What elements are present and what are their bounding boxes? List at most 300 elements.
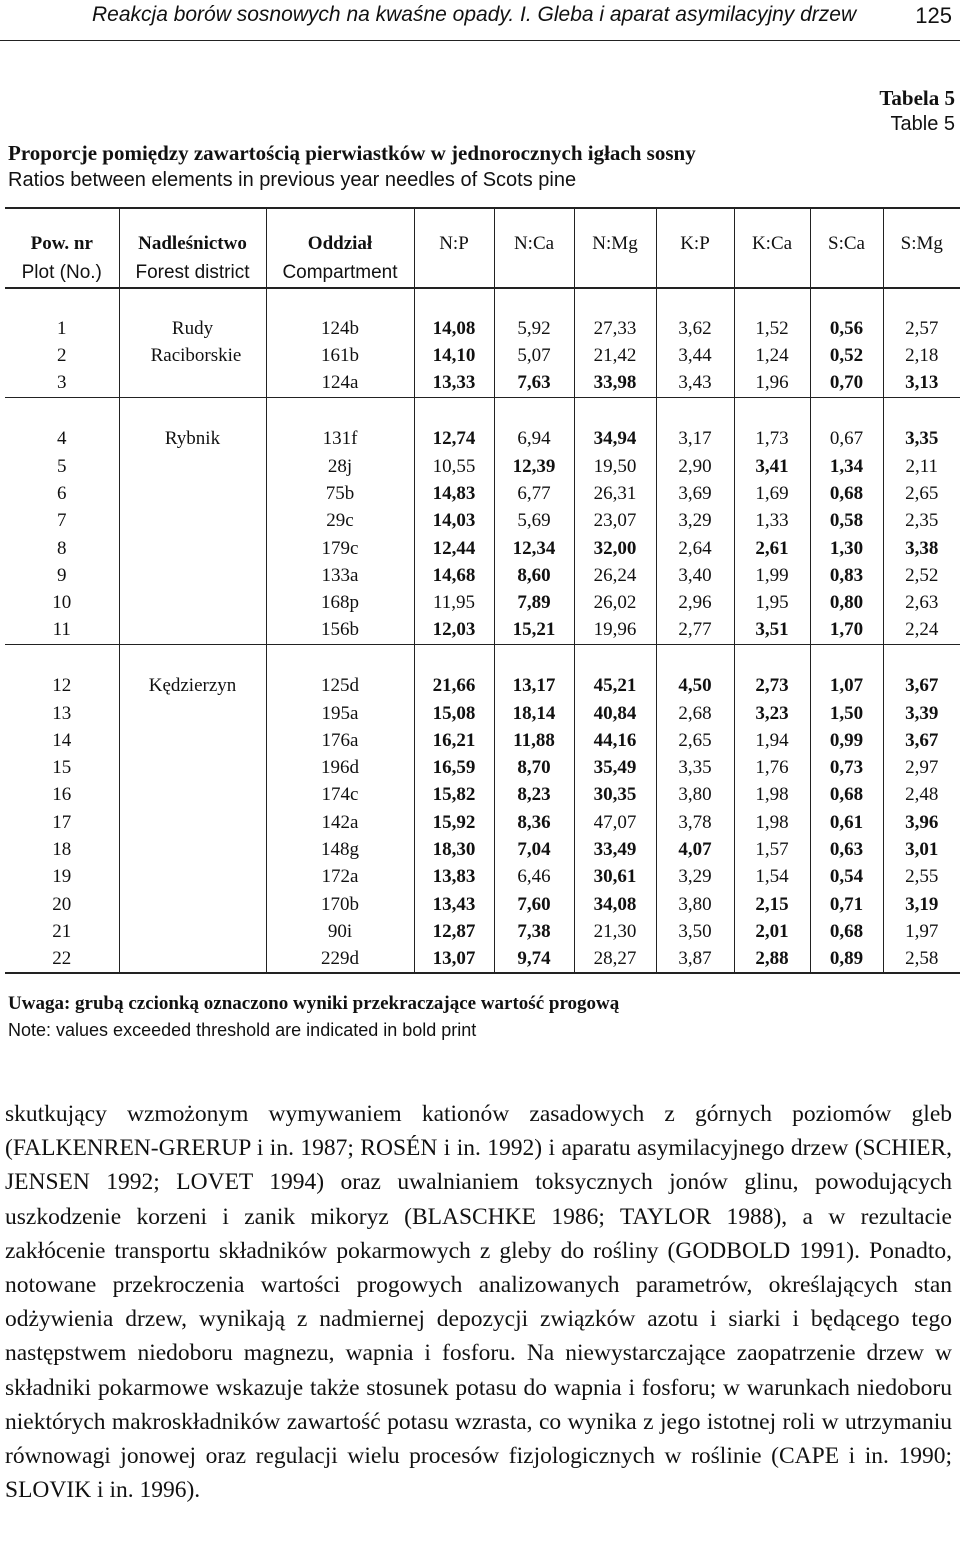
ratio-cell-n-mg: 19,96 [574, 617, 656, 644]
plot-number-cell: 18 [52, 838, 72, 860]
ratio-cell-s-mg: 3,35 [883, 426, 960, 453]
plot-number-cell: 4 [57, 428, 67, 450]
ratio-cell-k-p: 3,44 [656, 343, 734, 370]
spacer-cell [734, 397, 810, 426]
ratio-cell-n-p: 21,66 [414, 673, 494, 700]
plot-number-cell: 20 [52, 893, 72, 915]
district-cell [119, 453, 266, 480]
plot-number-cell: 5 [57, 455, 67, 477]
col-s-ca: S:Ca [810, 208, 883, 288]
ratio-cell-k-ca: 1,57 [734, 836, 810, 863]
district-cell [119, 836, 266, 863]
ratio-cell-n-ca: 7,38 [494, 918, 574, 945]
ratio-cell-n-ca: 6,46 [494, 864, 574, 891]
ratio-cell-n-ca: 8,23 [494, 782, 574, 809]
table-row [5, 809, 960, 836]
plot-number-cell: 19 [52, 866, 72, 888]
ratio-cell-k-ca: 1,99 [734, 562, 810, 589]
ratio-cell-s-ca: 1,70 [810, 617, 883, 644]
ratio-cell-s-mg: 2,18 [883, 343, 960, 370]
ratio-cell-n-ca: 8,36 [494, 809, 574, 836]
ratio-cell-k-ca: 2,88 [734, 946, 810, 973]
ratio-cell-s-mg: 2,24 [883, 617, 960, 644]
col-compartment [266, 208, 414, 288]
ratio-cell-n-p: 14,68 [414, 562, 494, 589]
compartment-cell: 142a [266, 809, 414, 836]
ratio-cell-s-ca: 0,71 [810, 891, 883, 918]
ratio-cell-n-mg: 47,07 [574, 809, 656, 836]
col-plot-pl: Pow. nr [30, 233, 93, 254]
plot-number-cell: 7 [57, 510, 67, 532]
district-cell [119, 891, 266, 918]
compartment-cell: 131f [266, 426, 414, 453]
district-cell: Kędzierzyn [119, 673, 266, 700]
ratio-cell-n-ca: 12,34 [494, 535, 574, 562]
ratio-cell-n-mg: 21,42 [574, 343, 656, 370]
plot-number-cell: 21 [52, 920, 72, 942]
ratio-cell-s-mg: 3,38 [883, 535, 960, 562]
ratio-cell-s-ca: 0,83 [810, 562, 883, 589]
district-cell [119, 617, 266, 644]
ratio-cell-n-ca: 12,39 [494, 453, 574, 480]
ratio-cell-n-p: 18,30 [414, 836, 494, 863]
spacer-cell [5, 397, 119, 426]
table-row [5, 864, 960, 891]
table-note-en: Note: values exceeded threshold are indicated in bold print [8, 1020, 477, 1040]
plot-number-cell: 10 [52, 592, 72, 614]
district-cell: Raciborskie [119, 343, 266, 370]
compartment-cell: 90i [266, 918, 414, 945]
ratio-cell-s-ca: 1,34 [810, 453, 883, 480]
table-body [5, 288, 960, 973]
plot-number-cell: 12 [52, 675, 72, 697]
compartment-cell: 124a [266, 370, 414, 397]
ratio-cell-s-ca: 0,70 [810, 370, 883, 397]
compartment-cell: 229d [266, 946, 414, 973]
district-cell: Rybnik [119, 426, 266, 453]
ratio-cell-n-mg: 30,35 [574, 782, 656, 809]
compartment-cell: 29c [266, 508, 414, 535]
ratio-cell-k-ca: 2,15 [734, 891, 810, 918]
spacer-cell [5, 644, 119, 673]
ratio-cell-s-ca: 0,68 [810, 480, 883, 507]
ratio-cell-k-ca: 1,94 [734, 727, 810, 754]
ratio-cell-k-ca: 3,23 [734, 700, 810, 727]
compartment-cell: 124b [266, 315, 414, 342]
ratio-cell-n-ca: 11,88 [494, 727, 574, 754]
spacer-cell [883, 288, 960, 315]
district-cell: Rudy [119, 315, 266, 342]
spacer-cell [119, 644, 266, 673]
table-row [5, 589, 960, 616]
ratio-cell-n-p: 15,82 [414, 782, 494, 809]
ratio-cell-n-mg: 35,49 [574, 754, 656, 781]
ratio-cell-n-mg: 40,84 [574, 700, 656, 727]
col-compartment-en: Compartment [282, 262, 398, 283]
compartment-cell: 156b [266, 617, 414, 644]
ratio-cell-n-ca: 8,60 [494, 562, 574, 589]
ratio-cell-k-p: 2,64 [656, 535, 734, 562]
ratio-cell-k-ca: 1,52 [734, 315, 810, 342]
ratio-cell-s-mg: 3,01 [883, 836, 960, 863]
spacer-cell [574, 397, 656, 426]
ratio-cell-n-ca: 7,04 [494, 836, 574, 863]
ratio-cell-s-mg: 2,63 [883, 589, 960, 616]
table-label [879, 85, 955, 137]
ratio-cell-n-ca: 7,60 [494, 891, 574, 918]
ratio-cell-s-ca: 0,73 [810, 754, 883, 781]
ratio-cell-n-mg: 28,27 [574, 946, 656, 973]
table-row [5, 700, 960, 727]
ratio-cell-n-mg: 32,00 [574, 535, 656, 562]
plot-number-cell: 22 [5, 946, 119, 973]
ratio-cell-s-mg: 2,52 [883, 562, 960, 589]
ratio-cell-s-ca: 0,68 [810, 918, 883, 945]
district-cell [119, 864, 266, 891]
ratio-cell-n-mg: 34,94 [574, 426, 656, 453]
ratio-cell-k-p: 4,50 [656, 673, 734, 700]
ratio-cell-n-p: 12,03 [414, 617, 494, 644]
plot-number-cell: 14 [52, 729, 72, 751]
compartment-cell: 161b [266, 343, 414, 370]
ratio-cell-k-p: 3,80 [656, 891, 734, 918]
ratio-cell-k-ca: 3,41 [734, 453, 810, 480]
table-title-en: Ratios between elements in previous year needles of Scots pine [8, 169, 577, 191]
table-row [5, 918, 960, 945]
ratio-cell-k-p: 3,17 [656, 426, 734, 453]
compartment-cell: 148g [266, 836, 414, 863]
page-number: 125 [915, 3, 952, 28]
plot-number-cell: 16 [52, 784, 72, 806]
spacer-cell [414, 397, 494, 426]
ratio-cell-s-ca: 0,54 [810, 864, 883, 891]
ratio-cell-n-mg: 44,16 [574, 727, 656, 754]
ratio-cell-k-p: 3,87 [656, 946, 734, 973]
ratio-cell-s-mg: 3,19 [883, 891, 960, 918]
spacer-row [5, 397, 960, 426]
ratio-cell-s-ca: 0,80 [810, 589, 883, 616]
ratio-cell-s-mg: 3,13 [883, 370, 960, 397]
spacer-cell [883, 644, 960, 673]
ratios-table [5, 207, 960, 974]
plot-number-cell: 1 [57, 317, 67, 339]
ratio-cell-n-p: 13,83 [414, 864, 494, 891]
ratio-cell-k-ca: 3,51 [734, 617, 810, 644]
col-plot-en: Plot (No.) [21, 262, 102, 283]
spacer-cell [494, 288, 574, 315]
ratio-cell-s-ca: 0,52 [810, 343, 883, 370]
ratio-cell-n-mg: 26,02 [574, 589, 656, 616]
ratio-cell-n-p: 16,21 [414, 727, 494, 754]
ratio-cell-s-mg: 3,96 [883, 809, 960, 836]
ratio-cell-s-ca: 0,56 [810, 315, 883, 342]
district-cell [119, 918, 266, 945]
table-note [8, 990, 619, 1044]
col-n-mg: N:Mg [574, 208, 656, 288]
spacer-cell [119, 288, 266, 315]
ratio-cell-n-mg: 26,24 [574, 562, 656, 589]
col-district-en: Forest district [135, 262, 250, 283]
ratio-cell-n-p: 13,07 [414, 946, 494, 973]
col-n-p: N:P [414, 208, 494, 288]
table-row [5, 946, 960, 973]
ratio-cell-k-p: 3,40 [656, 562, 734, 589]
spacer-cell [414, 288, 494, 315]
ratio-cell-k-ca: 2,01 [734, 918, 810, 945]
ratio-cell-s-ca: 0,63 [810, 836, 883, 863]
ratio-cell-k-p: 3,43 [656, 370, 734, 397]
ratio-cell-k-p: 3,50 [656, 918, 734, 945]
table-row [5, 535, 960, 562]
ratio-cell-k-ca: 1,76 [734, 754, 810, 781]
plot-number-cell: 13 [52, 702, 72, 724]
ratio-cell-s-ca: 0,99 [810, 727, 883, 754]
table-title-pl: Proporcje pomiędzy zawartością pierwiastków w jednorocznych igłach sosny [8, 141, 696, 165]
ratio-cell-k-ca: 1,24 [734, 343, 810, 370]
ratio-cell-s-ca: 0,68 [810, 782, 883, 809]
spacer-cell [734, 644, 810, 673]
ratio-cell-n-p: 15,08 [414, 700, 494, 727]
table-row [5, 673, 960, 700]
spacer-cell [810, 644, 883, 673]
compartment-cell: 168p [266, 589, 414, 616]
ratio-cell-n-ca: 15,21 [494, 617, 574, 644]
plot-number-cell: 17 [52, 811, 72, 833]
table-row [5, 426, 960, 453]
ratio-cell-s-mg: 2,55 [883, 864, 960, 891]
ratio-cell-k-ca: 1,69 [734, 480, 810, 507]
spacer-cell [656, 644, 734, 673]
ratio-cell-n-p: 14,83 [414, 480, 494, 507]
ratio-cell-k-p: 3,35 [656, 754, 734, 781]
spacer-row [5, 288, 960, 315]
ratio-cell-n-ca: 6,77 [494, 480, 574, 507]
compartment-cell: 174c [266, 782, 414, 809]
spacer-cell [266, 397, 414, 426]
ratio-cell-s-mg: 2,58 [883, 946, 960, 973]
compartment-cell: 196d [266, 754, 414, 781]
ratio-cell-n-mg: 45,21 [574, 673, 656, 700]
ratio-cell-n-p: 15,92 [414, 809, 494, 836]
compartment-cell: 133a [266, 562, 414, 589]
table-row [5, 727, 960, 754]
body-paragraph: skutkujący wzmożonym wymywaniem kationów zasadowych z górnych poziomów gleb (FALKENREN-GRERUP i in. 1987; ROSÉN i in. 1992) i aparatu asymilacyjnego drzew (SCHIER, JENSEN 1992; LOVET 1994) oraz uwalnianiem toksycznych jonów glinu, powodujących uszkodzenie korzeni i zanik mikoryz (BLASCHKE 1986; TAYLOR 1988), a w rezultacie zakłócenie transportu składników pokarmowych z gleby do rośliny (GODBOLD 1991). Ponadto, notowane przekroczenia wartości progowych analizowanych parametrów, określających stan odżywienia drzew, wynikają z nadmiernej depozycji związków azotu i siarki i będącego tego następstwem niedoboru magnezu, wapnia i fosforu. Na niewystarczające zaopatrzenie drzew w składniki pokarmowe wskazuje także stosunek potasu do wapnia i fosforu; w warunkach niedoboru niektórych makroskładników zawartość potasu wzrasta, co wynika z jego istotnej roli w utrzymaniu równowagi jonowej oraz regulacji wielu procesów fizjologicznych w roślinie (CAPE i in. 1990; SLOVIK i in. 1996). [5, 1101, 952, 1504]
ratio-cell-k-p: 4,07 [656, 836, 734, 863]
ratio-cell-n-p: 14,08 [414, 315, 494, 342]
ratio-cell-n-mg: 33,49 [574, 836, 656, 863]
ratio-cell-k-ca: 1,98 [734, 809, 810, 836]
ratio-cell-k-p: 3,69 [656, 480, 734, 507]
ratio-cell-n-mg: 23,07 [574, 508, 656, 535]
district-cell [119, 370, 266, 397]
col-k-ca: K:Ca [734, 208, 810, 288]
district-cell [119, 754, 266, 781]
ratio-cell-k-p: 3,29 [656, 864, 734, 891]
ratio-cell-n-ca: 8,70 [494, 754, 574, 781]
table-row [5, 508, 960, 535]
table-row [5, 754, 960, 781]
ratio-cell-k-p: 2,65 [656, 727, 734, 754]
district-cell [119, 946, 266, 973]
ratio-cell-s-ca: 0,89 [810, 946, 883, 973]
ratio-cell-s-ca: 1,50 [810, 700, 883, 727]
spacer-cell [656, 397, 734, 426]
spacer-cell [5, 288, 119, 315]
ratio-cell-s-ca: 1,07 [810, 673, 883, 700]
ratio-cell-k-p: 3,80 [656, 782, 734, 809]
ratio-cell-k-p: 2,77 [656, 617, 734, 644]
plot-number-cell: 15 [52, 757, 72, 779]
ratio-cell-s-mg: 1,97 [883, 918, 960, 945]
ratio-cell-s-mg: 2,35 [883, 508, 960, 535]
ratio-cell-s-mg: 3,67 [883, 727, 960, 754]
compartment-cell: 172a [266, 864, 414, 891]
ratio-cell-n-mg: 26,31 [574, 480, 656, 507]
ratio-cell-n-p: 10,55 [414, 453, 494, 480]
col-s-mg: S:Mg [883, 208, 960, 288]
ratio-cell-s-mg: 2,11 [883, 453, 960, 480]
compartment-cell: 125d [266, 673, 414, 700]
plot-number-cell: 3 [57, 372, 67, 394]
table-row [5, 562, 960, 589]
ratio-cell-k-ca: 1,98 [734, 782, 810, 809]
ratio-cell-n-mg: 19,50 [574, 453, 656, 480]
ratio-cell-n-mg: 33,98 [574, 370, 656, 397]
spacer-cell [414, 644, 494, 673]
col-plot [5, 208, 119, 288]
table-row [5, 315, 960, 342]
district-cell [119, 562, 266, 589]
compartment-cell: 195a [266, 700, 414, 727]
ratio-cell-k-p: 2,96 [656, 589, 734, 616]
table-header-row [5, 208, 960, 288]
ratio-cell-n-ca: 18,14 [494, 700, 574, 727]
district-cell [119, 480, 266, 507]
ratio-cell-n-ca: 9,74 [494, 946, 574, 973]
table-row [5, 370, 960, 397]
compartment-cell: 170b [266, 891, 414, 918]
body-text [5, 1097, 952, 1507]
ratio-cell-k-p: 2,68 [656, 700, 734, 727]
ratio-cell-n-p: 14,03 [414, 508, 494, 535]
spacer-cell [883, 397, 960, 426]
spacer-cell [734, 288, 810, 315]
ratio-cell-n-p: 11,95 [414, 589, 494, 616]
spacer-cell [810, 397, 883, 426]
ratio-cell-n-mg: 27,33 [574, 315, 656, 342]
ratio-cell-n-p: 12,87 [414, 918, 494, 945]
ratio-cell-n-p: 13,43 [414, 891, 494, 918]
spacer-cell [494, 644, 574, 673]
spacer-cell [266, 288, 414, 315]
table-row [5, 480, 960, 507]
col-compartment-pl: Oddział [307, 233, 373, 254]
table-title [8, 140, 696, 194]
district-cell [119, 508, 266, 535]
ratio-cell-s-mg: 2,97 [883, 754, 960, 781]
table-row [5, 891, 960, 918]
ratio-cell-s-mg: 2,57 [883, 315, 960, 342]
ratio-cell-s-ca: 0,58 [810, 508, 883, 535]
ratio-cell-n-ca: 5,07 [494, 343, 574, 370]
ratio-cell-n-ca: 7,89 [494, 589, 574, 616]
spacer-cell [494, 397, 574, 426]
plot-number-cell: 8 [57, 537, 67, 559]
ratio-cell-n-mg: 21,30 [574, 918, 656, 945]
ratio-cell-k-ca: 1,33 [734, 508, 810, 535]
ratio-cell-s-ca: 1,30 [810, 535, 883, 562]
ratio-cell-k-ca: 1,95 [734, 589, 810, 616]
col-k-p: K:P [656, 208, 734, 288]
table-label-en: Table 5 [890, 113, 955, 135]
page-header [0, 0, 960, 41]
ratio-cell-n-p: 12,44 [414, 535, 494, 562]
ratio-cell-n-p: 13,33 [414, 370, 494, 397]
col-district-pl: Nadleśnictwo [138, 233, 247, 254]
table-row [5, 782, 960, 809]
ratio-cell-k-p: 3,29 [656, 508, 734, 535]
compartment-cell: 176a [266, 727, 414, 754]
table-row [5, 836, 960, 863]
district-cell [119, 589, 266, 616]
district-cell [119, 727, 266, 754]
col-n-ca: N:Ca [494, 208, 574, 288]
spacer-cell [574, 644, 656, 673]
ratio-cell-n-mg: 30,61 [574, 864, 656, 891]
plot-number-cell: 9 [57, 564, 67, 586]
table-note-pl: Uwaga: grubą czcionką oznaczono wyniki przekraczające wartość progową [8, 993, 620, 1014]
ratio-cell-k-p: 3,62 [656, 315, 734, 342]
ratio-cell-s-mg: 2,65 [883, 480, 960, 507]
compartment-cell: 75b [266, 480, 414, 507]
ratio-cell-k-p: 3,78 [656, 809, 734, 836]
running-head: Reakcja borów sosnowych na kwaśne opady. I. Gleba i aparat asymilacyjny drzew [92, 3, 857, 26]
ratio-cell-s-ca: 0,61 [810, 809, 883, 836]
col-district [119, 208, 266, 288]
district-cell [119, 782, 266, 809]
table-row [5, 453, 960, 480]
spacer-cell [810, 288, 883, 315]
spacer-cell [656, 288, 734, 315]
table-row [5, 617, 960, 644]
plot-number-cell: 6 [57, 482, 67, 504]
spacer-cell [266, 644, 414, 673]
ratio-cell-k-ca: 2,73 [734, 673, 810, 700]
table-row [5, 343, 960, 370]
ratio-cell-n-ca: 6,94 [494, 426, 574, 453]
district-cell [119, 700, 266, 727]
ratio-cell-k-ca: 1,54 [734, 864, 810, 891]
spacer-cell [119, 397, 266, 426]
plot-number-cell: 2 [57, 345, 67, 367]
compartment-cell: 179c [266, 535, 414, 562]
spacer-cell [574, 288, 656, 315]
ratio-cell-n-p: 14,10 [414, 343, 494, 370]
ratio-cell-n-p: 16,59 [414, 754, 494, 781]
ratio-cell-n-ca: 5,69 [494, 508, 574, 535]
ratio-cell-s-mg: 3,39 [883, 700, 960, 727]
ratio-cell-k-ca: 2,61 [734, 535, 810, 562]
plot-number-cell: 11 [52, 619, 71, 641]
ratio-cell-n-ca: 5,92 [494, 315, 574, 342]
ratio-cell-n-mg: 34,08 [574, 891, 656, 918]
table-label-pl: Tabela 5 [879, 86, 955, 110]
spacer-row [5, 644, 960, 673]
compartment-cell: 28j [266, 453, 414, 480]
ratio-cell-s-mg: 3,67 [883, 673, 960, 700]
ratio-cell-n-ca: 7,63 [494, 370, 574, 397]
ratio-cell-k-ca: 1,96 [734, 370, 810, 397]
